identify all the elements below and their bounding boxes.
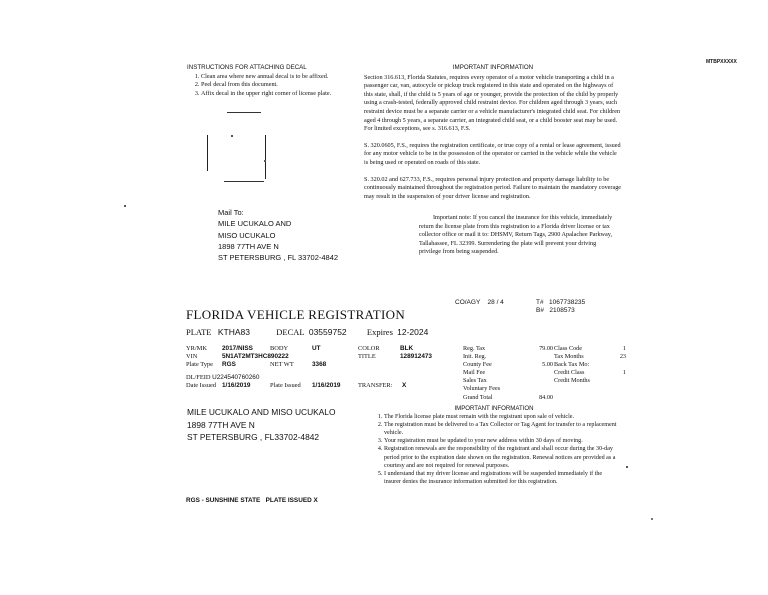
title-value: 128912473 (400, 353, 432, 360)
important-item: 5. I understand that my driver license and registrations will be suspended immediately if the insurer denies the insurance information submitted for this registration. (384, 470, 618, 486)
class-value: 23 (619, 353, 626, 361)
class-label: Class Code (554, 345, 583, 352)
decal-top-rule (227, 112, 261, 113)
title-label: TITLE (358, 353, 376, 360)
instruction-step: 2. Peel decal from this document. (201, 81, 367, 90)
class-value: 1 (622, 345, 626, 352)
scan-speck (651, 518, 653, 520)
owner-street: 1898 77TH AVE N (187, 419, 255, 430)
instructions-title: INSTRUCTIONS FOR ATTACHING DECAL (187, 64, 307, 71)
decal-right-rule (265, 135, 266, 179)
owner-city: ST PETERSBURG , FL33702-4842 (187, 432, 320, 442)
fee-value: 5.00 (542, 361, 553, 369)
scan-speck (231, 135, 233, 137)
instruction-step: 3. Affix decal in the upper right corner of license plate. (201, 90, 367, 99)
plate-type-value: RGS (222, 361, 236, 368)
decal-instructions (187, 64, 367, 98)
important-info-top (364, 64, 622, 201)
yrmk-label: YR/MK (186, 345, 207, 352)
tno-value: 1067738235 (549, 299, 586, 306)
owner-address (187, 406, 335, 444)
fee-label: Grand Total (463, 393, 493, 401)
mail-to-name-1: MILE UCUKALO AND (218, 219, 292, 229)
plate-footer: RGS - SUNSHINE STATE PLATE ISSUED X (186, 497, 318, 504)
transfer-label: TRANSFER: (358, 382, 393, 390)
plate-label: PLATE (186, 327, 212, 337)
class-label: Tax Months (554, 353, 584, 361)
fee-value: 84.00 (539, 393, 553, 401)
net-wt-label: NET WT (270, 361, 294, 368)
mail-to-city: ST PETERSBURG , FL 33702-4842 (218, 253, 339, 263)
child-restraint-paragraph: Section 316.613, Florida Statutes, requires every operator of a motor vehicle transporting a child in a passenger car, van, autocycle or pickup truck registered in this state and operated on the highways of this state, shall, if the child is 5 years of age or younger, provide the protection of the child by properly using a crash-tested, federally approved child restraint device. For children aged through 3 years, such restraint device must be a separate carrier or a vehicle manufacturer's integrated child seat. For children aged 4 through 5 years, a separate carrier, an integrated child seat, or a child booster seat may be used. For limited exceptions, see s. 316.613, F.S. (364, 73, 621, 133)
fees-table (463, 345, 553, 402)
bno-value: 2108573 (549, 307, 575, 314)
class-table (554, 345, 626, 385)
net-wt-value: 3368 (312, 361, 327, 368)
fee-label: Reg. Tax (463, 345, 486, 352)
fee-label: Sales Tax (463, 377, 487, 385)
issue-details (186, 374, 436, 390)
plate-value: KTHA83 (217, 327, 250, 337)
fee-label: Mail Fee (463, 369, 486, 377)
important-item: 3. Your registration must be updated to your new address within 30 days of moving. (384, 437, 618, 445)
plate-issued-label: Plate Issued (270, 382, 301, 390)
fee-value: 79.00 (539, 345, 553, 352)
co-agy-label: CO/AGY (455, 299, 481, 306)
color-title-block (358, 345, 458, 361)
important-item: 1. The Florida license plate must remain with the registrant upon sale of vehicle. (384, 413, 618, 421)
instruction-step: 1. Clean area where new annual decal is to be affixed. (201, 73, 367, 82)
decal-value: 03559752 (308, 327, 347, 337)
expires-value: 12-2024 (397, 327, 429, 337)
decal-area (200, 108, 280, 188)
vehicle-details (186, 345, 356, 369)
mail-to-name-2: MISO UCUKALO (218, 230, 276, 240)
important-item: 4. Registration renewals are the responsibility of the registrant and shall occur during the 30-day period prior to the expiration date shown on the registration. Renewal notices are provided as a courtesy and are not required for renewal purposes. (384, 445, 618, 469)
important-title-bottom: IMPORTANT INFORMATION (454, 405, 534, 412)
fee-label: Voluntary Fees (463, 385, 501, 393)
plate-issued-value: 1/16/2019 (312, 382, 341, 390)
important-item: 2. The registration must be delivered to a Tax Collector or Tag Agent for transfer to a replacement vehicle. (384, 421, 618, 437)
insurance-paragraph: S. 320.02 and 627.733, F.S., requires personal injury protection and property damage liability to be continuously maintained throughout the registration period. Failure to maintain the mandatory coverage may result in the suspension of your driver license and registration. (364, 175, 622, 200)
vin-label: VIN (186, 353, 198, 360)
plate-type-label: Plate Type (186, 361, 213, 368)
decal-left-rule (207, 135, 208, 171)
mail-to-label: Mail To: (218, 208, 244, 217)
class-value: 1 (622, 369, 626, 377)
vin-value: 5N1AT2MT3HC890222 (222, 353, 289, 360)
bno-label: B# (536, 307, 544, 314)
class-label: Credit Class (554, 369, 585, 377)
owner-name: MILE UCUKALO AND MISO UCUKALO (187, 407, 336, 417)
color-label: COLOR (358, 345, 380, 352)
mail-to-street: 1898 77TH AVE N (218, 241, 279, 251)
form-code: MTBPXXXXX (706, 59, 737, 65)
transfer-value: X (402, 382, 407, 390)
registration-title: FLORIDA VEHICLE REGISTRATION (186, 307, 406, 322)
dlfeid-value: U224540760260 (212, 374, 260, 381)
date-issued-value: 1/16/2019 (222, 382, 251, 390)
class-label: Credit Months (554, 377, 590, 385)
color-value: BLK (400, 345, 414, 352)
class-label: Back Tax Mo: (554, 361, 590, 369)
dlfeid-label: DL/FEID (186, 374, 211, 381)
decal-bottom-rule (224, 181, 264, 182)
co-agy-value: 28 / 4 (487, 299, 504, 306)
co-agy (455, 299, 504, 308)
important-info-bottom (370, 405, 618, 486)
yrmk-value: 2017/NISS (222, 345, 253, 352)
registration-possession-paragraph: S. 320.0605, F.S., requires the registration certificate, or true copy of a rental or lease agreement, issued for any motor vehicle to be in the possession of the operator or carried in the vehicle while the vehicle is being used or operated on roads of this state. (364, 141, 621, 166)
fee-label: Init. Reg. (463, 353, 487, 361)
instructions-list (187, 73, 367, 99)
plate-decal-line (186, 327, 428, 337)
scan-speck (124, 205, 126, 207)
important-title-top: IMPORTANT INFORMATION (452, 64, 534, 71)
insurance-cancel-note: Important note: If you cancel the insurance for this vehicle, immediately return the license plate from this registration to a Florida driver license or tax collector office or mail it to: DHSMV, Return Tags, 2900 Apalachee Parkway, Tallahassee, FL 32399. Surrendering the plate will prevent your driving privilege from being suspended. (419, 214, 613, 256)
decal-label: DECAL (276, 327, 305, 337)
date-issued-label: Date Issued (186, 382, 216, 390)
mail-to-block (218, 207, 338, 263)
fee-label: County Fee (463, 361, 492, 369)
batch-number (536, 307, 575, 316)
body-value: UT (312, 345, 321, 352)
important-bottom-list (370, 413, 618, 486)
scan-speck (626, 466, 628, 468)
body-label: BODY (270, 345, 289, 352)
expires-label: Expires (366, 327, 393, 337)
scan-speck (264, 160, 266, 162)
tno-label: T# (536, 299, 544, 306)
